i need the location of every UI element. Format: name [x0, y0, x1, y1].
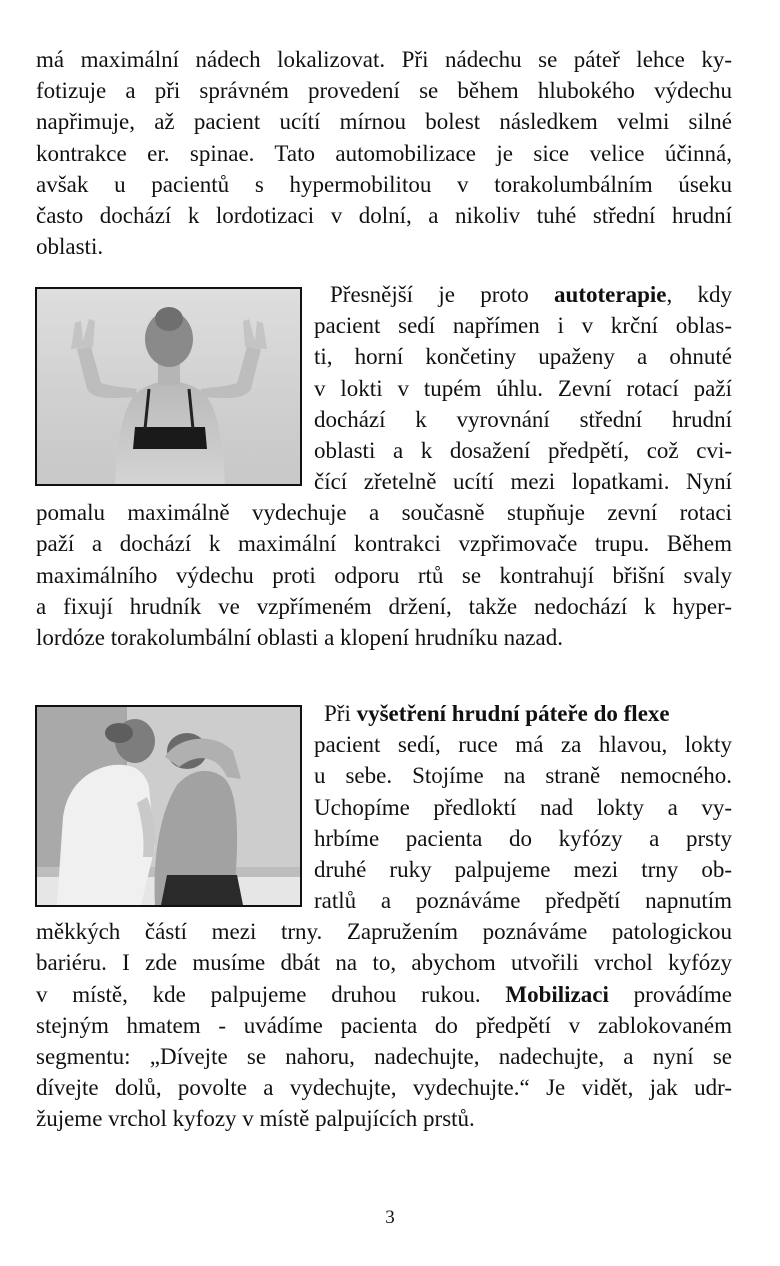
- term-mobilizaci: Mobilizaci: [505, 982, 609, 1007]
- text-line: v místě, kde palpujeme druhou rukou. Mobilizaci provádíme: [36, 982, 733, 1007]
- text-line: druhé ruky palpujeme mezi trny ob-: [314, 857, 732, 882]
- text-line: měkkých částí mezi trny. Zapružením poznáváme patologickou: [36, 919, 732, 944]
- text-line: dochází k vyrovnání střední hrudní: [314, 407, 732, 432]
- text-line: bariéru. I zde musíme dbát na to, abychom utvořili vrchol kyfózy: [36, 950, 732, 975]
- text-line: segmentu: „Dívejte se nahoru, nadechujte, nadechujte, a nyní se: [36, 1044, 732, 1069]
- text-line: lordóze torakolumbální oblasti a klopení hrudníku nazad.: [36, 625, 563, 650]
- text-line: Uchopíme předloktí nad lokty a vy-: [314, 795, 732, 820]
- text-line: napřimuje, až pacient ucítí mírnou bolest následkem velmi silné: [36, 109, 732, 134]
- text-line: avšak u pacientů s hypermobilitou v torakolumbálním úseku: [36, 172, 732, 197]
- text-line: fotizuje a při správném provedení se během hlubokého výdechu: [36, 78, 732, 103]
- text-line: u sebe. Stojíme na straně nemocného.: [314, 763, 732, 788]
- page-number: 3: [385, 1207, 395, 1228]
- text-line: pacient sedí napřímen i v krční oblas-: [314, 313, 732, 338]
- text-line: v lokti v tupém úhlu. Zevní rotací paží: [314, 376, 732, 401]
- term-autoterapie: autoterapie: [554, 282, 667, 307]
- text-line: kontrakce er. spinae. Tato automobilizace je sice velice účinná,: [36, 141, 732, 166]
- term-vysetreni: vyšetření hrudní páteře do flexe: [356, 701, 670, 726]
- text-line: paží a dochází k maximální kontrakci vzpřimovače trupu. Během: [36, 531, 732, 556]
- text-line: maximálního výdechu proti odporu rtů se kontrahují břišní svaly: [36, 563, 732, 588]
- text-line: pomalu maximálně vydechuje a současně stupňuje zevní rotaci: [36, 500, 732, 525]
- text-line: čící zřetelně ucítí mezi lopatkami. Nyní: [314, 469, 732, 494]
- text-line: stejným hmatem - uvádíme pacienta do předpětí v zablokovaném: [36, 1013, 732, 1038]
- text-line: a fixují hrudník ve vzpřímeném držení, takže nedochází k hyper-: [36, 594, 732, 619]
- text-line: má maximální nádech lokalizovat. Při nádechu se páteř lehce ky-: [36, 47, 732, 72]
- text-line: oblasti.: [36, 234, 104, 259]
- text-line: často dochází k lordotizaci v dolní, a nikoliv tuhé střední hrudní: [36, 203, 732, 228]
- text-line: žujeme vrchol kyfozy v místě palpujících prstů.: [36, 1106, 475, 1131]
- text-line: hrbíme pacienta do kyfózy a prsty: [314, 826, 732, 851]
- text-line: pacient sedí, ruce má za hlavou, lokty: [314, 732, 732, 757]
- text-line: ratlů a poznáváme předpětí napnutím: [314, 888, 732, 913]
- autotherapy-photo: [35, 287, 302, 486]
- text-line: oblasti a k dosažení předpětí, což cvi-: [314, 438, 732, 463]
- text-line: ti, horní končetiny upaženy a ohnuté: [314, 344, 732, 369]
- text-line: dívejte dolů, povolte a vydechujte, vydechujte.“ Je vidět, jak udr-: [36, 1075, 732, 1100]
- text-line: Při vyšetření hrudní páteře do flexe: [324, 701, 670, 726]
- examination-photo: [35, 705, 302, 907]
- text-line: Přesnější je proto autoterapie, kdy: [330, 282, 732, 307]
